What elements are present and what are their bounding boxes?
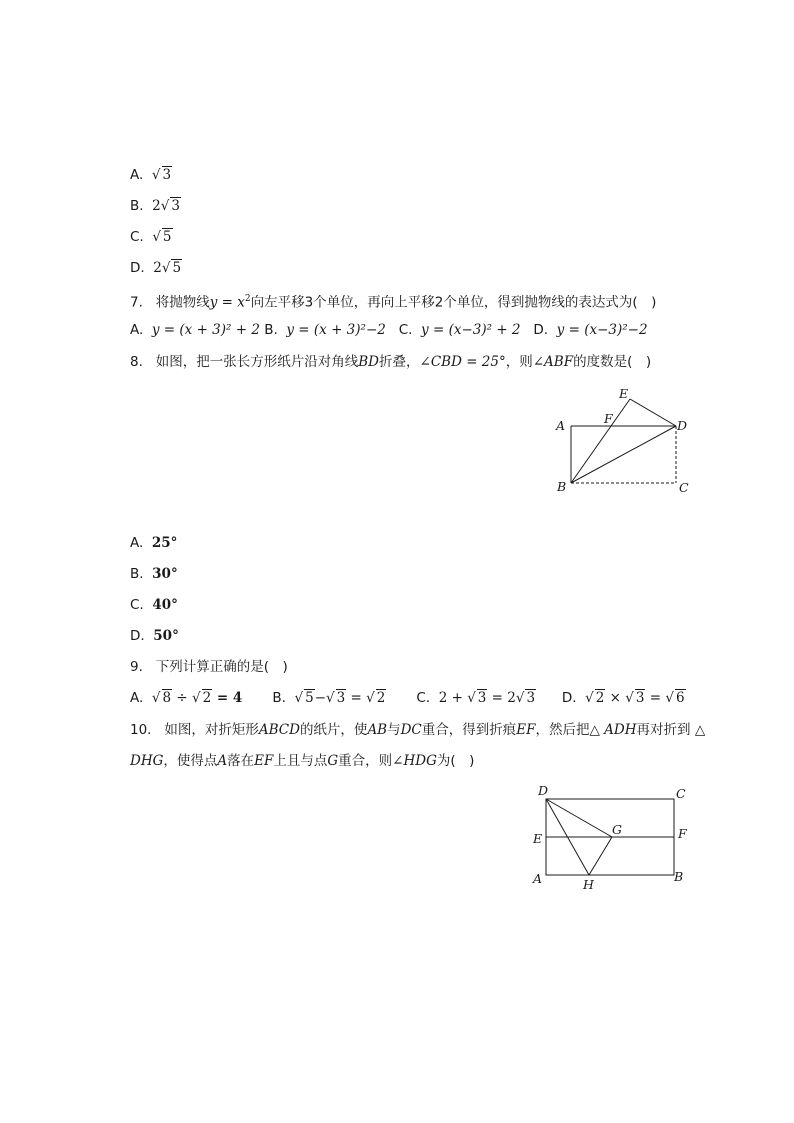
math-expr: AB (367, 722, 388, 738)
operator: = (346, 690, 367, 706)
radicand: 2 (595, 690, 605, 706)
operator: ÷ (172, 690, 192, 706)
q6-option-b (130, 196, 181, 216)
segment-bd (571, 426, 676, 483)
stem-text: 如图，对折矩形 (164, 722, 259, 738)
stem-text: 如图，把一张长方形纸片沿对角线 (155, 354, 359, 370)
stem-text: ，使得点 (163, 753, 218, 769)
radicand: 3 (162, 167, 172, 183)
math-expr: DHG (130, 753, 164, 769)
math-expr: ABCD (258, 722, 300, 738)
math-expr: △ ADH (589, 722, 637, 738)
math-expr: ∠CBD = 25° (419, 354, 506, 370)
sqrt-sign: √ (467, 690, 476, 706)
stem-text: 上且与点 (273, 753, 328, 769)
sqrt-sign: √ (151, 690, 161, 706)
q8-figure (548, 382, 698, 497)
q6-option-a (130, 165, 172, 185)
operator: = (645, 690, 666, 706)
option-label: C. (130, 229, 144, 245)
stem-text: 重合，则 (338, 753, 393, 769)
sqrt-sign: √ (160, 198, 170, 214)
sqrt-sign: √ (515, 690, 525, 706)
coefficient: 2 (152, 198, 161, 214)
label-g: G (612, 822, 622, 837)
radicand: 2 (376, 690, 386, 706)
sqrt-sign: √ (192, 690, 201, 706)
option-label: B. (130, 198, 144, 214)
stem-text: 下列计算正确的是( ) (155, 659, 288, 675)
radicand: 3 (526, 690, 536, 706)
option-value: 40° (152, 597, 178, 613)
option-label: D. (561, 690, 577, 706)
option-a-expr: y = (x + 3)² + 2 (151, 322, 260, 338)
math-expr: EF (254, 753, 274, 769)
label-e: E (533, 831, 543, 846)
q6-option-d (130, 258, 182, 278)
radicand: 8 (162, 690, 172, 706)
sqrt-sign: √ (151, 167, 161, 183)
stem-text: 落在 (227, 753, 255, 769)
operator: = 2 (487, 690, 516, 706)
sqrt-sign: √ (152, 229, 161, 245)
label-c: C (676, 786, 686, 801)
question-number: 7. (130, 294, 143, 311)
sqrt-sign: √ (294, 690, 304, 706)
q7-options (130, 320, 648, 340)
radicand: 3 (336, 690, 346, 706)
option-label: B. (264, 322, 278, 338)
option-value: 25° (151, 535, 178, 551)
label-d: D (677, 418, 688, 433)
option-label: A. (130, 322, 144, 338)
sqrt-sign: √ (366, 690, 375, 706)
option-label: D. (130, 260, 145, 276)
q10-stem-line2 (130, 751, 474, 771)
stem-text: 再对折到 △ (636, 722, 706, 738)
label-f: F (678, 826, 687, 841)
radicand: 3 (477, 690, 487, 706)
q10-stem-line1 (130, 720, 705, 740)
label-c: C (679, 480, 689, 495)
operator: × (605, 690, 626, 706)
option-d-expr: y = (x−3)²−2 (556, 322, 648, 338)
radicand: 5 (162, 229, 172, 245)
stem-text: 向左平移3个单位，再向上平移2个单位，得到抛物线的表达式为( ) (250, 294, 657, 311)
stem-text: 与 (387, 722, 401, 738)
label-a: A (556, 418, 566, 433)
option-label: C. (416, 690, 431, 706)
math-expr: y = x (209, 294, 245, 311)
math-expr: G (327, 753, 339, 769)
math-expr: A (217, 753, 228, 769)
math-expr: ∠ABF (532, 354, 574, 370)
radicand: 6 (675, 690, 685, 706)
label-b: B (674, 869, 684, 884)
radicand: 3 (171, 198, 180, 214)
radicand: 5 (172, 260, 182, 276)
option-value: 50° (153, 628, 179, 644)
q9-options (130, 688, 686, 708)
math-expr: DC (400, 722, 422, 738)
label-h: H (583, 877, 594, 892)
q7-stem (130, 289, 656, 313)
q9-stem (130, 657, 288, 677)
math-expr: ∠HDG (392, 753, 437, 769)
stem-text: 为( ) (436, 753, 475, 769)
label-a: A (533, 871, 543, 886)
question-number: 9. (130, 659, 143, 675)
sqrt-sign: √ (625, 690, 634, 706)
segment-ed (630, 399, 676, 426)
stem-text: 折叠， (379, 354, 420, 370)
label-d: D (538, 783, 549, 798)
radicand: 2 (202, 690, 212, 706)
stem-text: 重合，得到折痕 (421, 722, 517, 738)
result: = 4 (212, 690, 243, 706)
option-label: D. (130, 628, 145, 644)
option-label: D. (533, 322, 549, 338)
q8-option-b (130, 564, 178, 584)
sqrt-sign: √ (161, 260, 171, 276)
q6-option-c (130, 227, 173, 247)
q8-stem (130, 352, 651, 372)
label-e: E (619, 386, 629, 401)
stem-text: 将抛物线 (155, 294, 210, 311)
sqrt-sign: √ (665, 690, 674, 706)
option-label: C. (130, 597, 144, 613)
option-label: C. (398, 322, 413, 338)
segment-be (571, 399, 630, 483)
q8-option-a (130, 533, 177, 553)
stem-text: 的纸片，使 (299, 722, 368, 738)
exponent: 2 (244, 294, 251, 304)
option-label: B. (272, 690, 286, 706)
radicand: 3 (635, 690, 645, 706)
option-label: A. (130, 167, 144, 183)
question-number: 8. (130, 354, 143, 370)
option-c-expr: y = (x−3)² + 2 (421, 322, 521, 338)
q10-figure (528, 782, 698, 894)
option-label: A. (130, 535, 144, 551)
math-expr: EF (516, 722, 536, 738)
label-b: B (557, 479, 567, 494)
operator: − (314, 690, 327, 706)
sqrt-sign: √ (326, 690, 335, 706)
question-number: 10. (130, 722, 152, 738)
segment-dg (546, 799, 612, 837)
math-expr: BD (358, 354, 380, 370)
q8-option-d (130, 626, 179, 646)
stem-text: 的度数是( ) (573, 354, 652, 370)
segment-hg (589, 837, 612, 875)
q8-option-c (130, 595, 178, 615)
stem-text: ，则 (505, 354, 533, 370)
stem-text: ，然后把 (535, 722, 590, 738)
option-label: B. (130, 566, 144, 582)
option-b-expr: y = (x + 3)²−2 (286, 322, 386, 338)
label-f: F (604, 411, 613, 426)
option-value: 30° (152, 566, 178, 582)
option-label: A. (130, 690, 144, 706)
operand: 2 + (438, 690, 468, 706)
coefficient: 2 (153, 260, 162, 276)
sqrt-sign: √ (585, 690, 594, 706)
radicand: 5 (305, 690, 314, 706)
